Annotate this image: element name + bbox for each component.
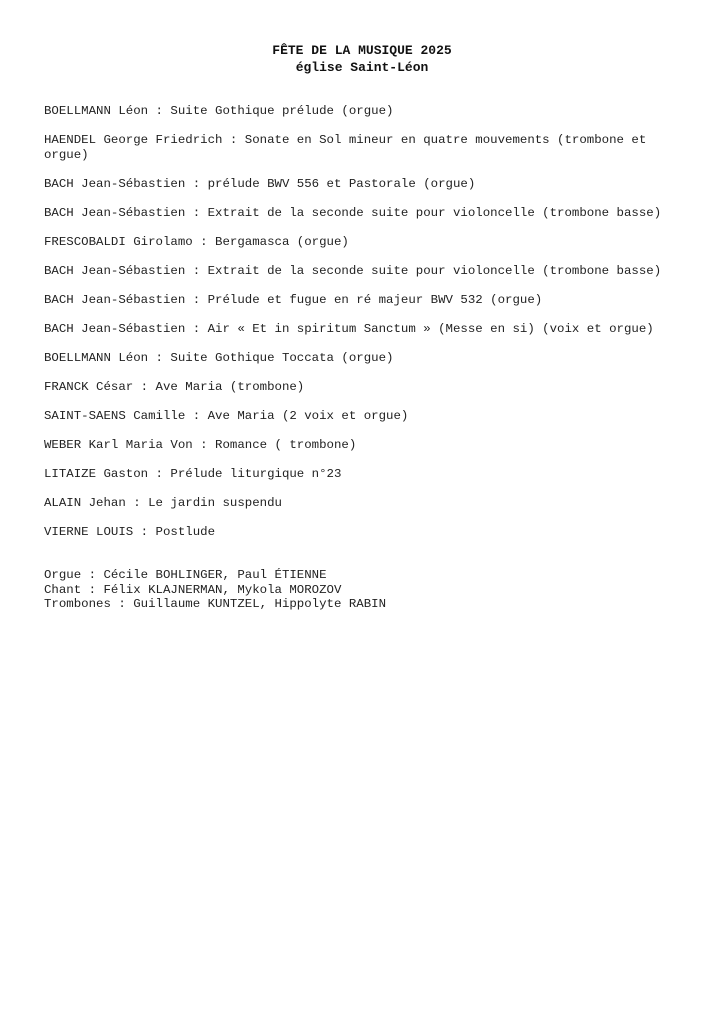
performer-line-trombones: Trombones : Guillaume KUNTZEL, Hippolyte RABIN — [44, 597, 387, 611]
venue-subtitle: église Saint-Léon — [295, 60, 429, 75]
program-item: FRESCOBALDI Girolamo : Bergamasca (orgue) — [44, 235, 349, 249]
program-list — [44, 104, 684, 554]
program-item: BOELLMANN Léon : Suite Gothique Toccata (orgue) — [44, 351, 394, 365]
program-item: LITAIZE Gaston : Prélude liturgique n°23 — [44, 467, 342, 481]
performers-list — [44, 568, 684, 612]
program-item: BACH Jean-Sébastien : Extrait de la seconde suite pour violoncelle (trombone basse) — [44, 264, 662, 278]
performer-line-voice: Chant : Félix KLAJNERMAN, Mykola MOROZOV — [44, 582, 342, 597]
performer-line-organ: Orgue : Cécile BOHLINGER, Paul ÉTIENNE — [44, 568, 327, 582]
program-item: BACH Jean-Sébastien : Air « Et in spiritum Sanctum » (Messe en si) (voix et orgue) — [44, 322, 654, 336]
program-item: SAINT-SAENS Camille : Ave Maria (2 voix et orgue) — [44, 409, 409, 423]
program-item: HAENDEL George Friedrich : Sonate en Sol mineur en quatre mouvements (trombone et orgue) — [44, 133, 647, 162]
program-item: BOELLMANN Léon : Suite Gothique prélude (orgue) — [44, 104, 394, 118]
program-item: VIERNE LOUIS : Postlude — [44, 525, 216, 539]
program-item: WEBER Karl Maria Von : Romance ( trombone) — [44, 438, 357, 452]
page-title: FÊTE DE LA MUSIQUE 2025 — [272, 43, 452, 58]
program-item: BACH Jean-Sébastien : Prélude et fugue en ré majeur BWV 532 (orgue) — [44, 293, 543, 307]
program-item: BACH Jean-Sébastien : Extrait de la seconde suite pour violoncelle (trombone basse) — [44, 206, 662, 220]
program-item: BACH Jean-Sébastien : prélude BWV 556 et Pastorale (orgue) — [44, 177, 476, 191]
program-item: FRANCK César : Ave Maria (trombone) — [44, 380, 305, 394]
document-header — [0, 42, 724, 76]
program-item: ALAIN Jehan : Le jardin suspendu — [44, 496, 282, 510]
